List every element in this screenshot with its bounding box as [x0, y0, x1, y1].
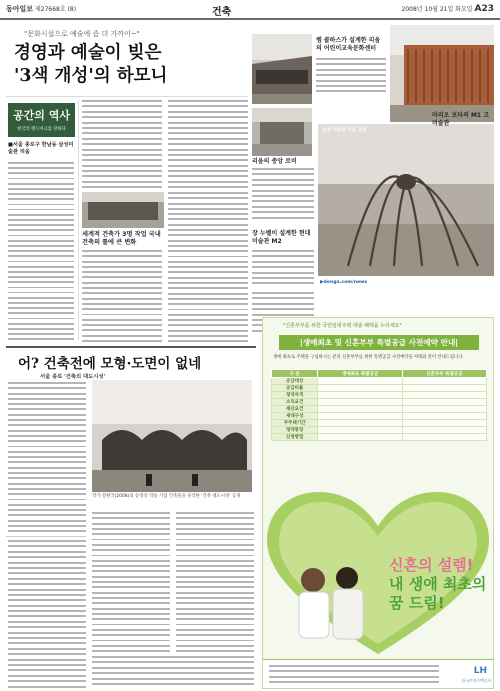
article2-text-col2 — [92, 512, 170, 652]
issue-number: 제27668호 — [34, 6, 66, 13]
leeum-exterior-photo — [252, 34, 312, 104]
page-number: A23 — [474, 4, 494, 14]
date-page — [402, 4, 494, 14]
caption-right2-text — [252, 168, 314, 228]
caption-box-text — [252, 250, 314, 290]
ad-slogan-line3: 꿈 드림! — [389, 594, 445, 612]
table-row: 세대구성 — [272, 413, 487, 420]
headline-line-1: 경영과 예술이 빚은 — [14, 43, 162, 63]
table-row: 소득요건 — [272, 399, 487, 406]
caption-box-title: 장 누벨이 설계한 현대 미술관 M2 — [252, 230, 311, 245]
lobby-photo — [252, 108, 312, 156]
table-row: 공급비율 — [272, 385, 487, 392]
article-subhead: ■서울 종로구 한남동 삼성미술관 리움 — [8, 142, 74, 155]
lh-advertisement[interactable] — [262, 317, 494, 689]
body-text-col3-bottom — [168, 192, 248, 342]
body-text-col2-bottom — [82, 250, 162, 342]
headline-rule — [6, 96, 248, 97]
ad-title: |생애최초 및 신혼부부 특별공급 사전예약 안내| — [279, 335, 479, 350]
article-headline — [14, 42, 167, 88]
caption-left-title: 삼성 미술관 리움 전경 — [322, 128, 367, 133]
lh-logo-sub: 한국토지주택공사 — [461, 678, 491, 683]
m2-photo — [82, 192, 164, 228]
ad-top-line: "신혼부부를 위한 국민임대주택 대출 혜택을 누리세요" — [283, 323, 402, 329]
section-head: 세계적 건축가 3명 작업 국내 건축의 틀에 큰 변화 — [82, 231, 161, 246]
table-row: 청약자격 — [272, 392, 487, 399]
ad-slogan-line1: 신혼의 설렘! — [389, 556, 474, 574]
issue-date: 2008년 10월 21일 화요일 — [401, 6, 473, 13]
series-sub: 한국의 랜드마크를 말하다 — [17, 127, 66, 132]
notice-text-col1 — [8, 540, 86, 688]
series-label-box — [8, 103, 75, 137]
article2-subhead: 서울 종로 '건축의 대도시성' — [40, 374, 106, 380]
paper-issue — [6, 4, 76, 14]
table-row: 무주택기간 — [272, 420, 487, 427]
table-row: 신청방법 — [272, 434, 487, 441]
article2-text-col1 — [8, 382, 86, 532]
paper-name: 동아일보 — [6, 4, 34, 13]
table-row: 청약통장 — [272, 427, 487, 434]
ad-slogan-line2: 내 생애 최초의 — [389, 575, 487, 593]
headline-line-2: '3색 개성'의 하모니 — [14, 66, 168, 86]
article2-headline: 어? 건축전에 모형·도면이 없네 — [18, 356, 202, 372]
ad-footer-text — [269, 665, 439, 685]
photo-caption-right2: 리움의 중앙 로비 — [252, 158, 297, 165]
notice-text-bottom — [92, 656, 254, 688]
body-text-col3-top — [168, 100, 248, 190]
caption-right1-text — [316, 58, 386, 98]
table-header: 신혼부부 특별공급 — [402, 370, 486, 378]
article2-text-col3 — [176, 512, 254, 652]
spider-sculpture-photo — [318, 124, 494, 276]
article-url[interactable]: ▶donga.com/news — [320, 280, 368, 285]
ad-intro: 생애 최초로 주택을 구입하시는 분과 신혼부부를 위한 특별공급 사전예약을 아래와 같이 안내드립니다. — [273, 355, 464, 360]
table-row: 공급대상 — [272, 378, 487, 385]
couple-photo — [273, 556, 385, 656]
ad-eligibility-table — [271, 369, 487, 441]
exhibition-photo — [92, 380, 252, 492]
caption-right-title: 마리오 보타의 M1 고미술관 — [432, 112, 489, 127]
terracotta-building-photo — [390, 25, 494, 122]
table-header: 생애최초 특별공급 — [318, 370, 402, 378]
masthead — [0, 0, 500, 20]
notice-rule — [6, 536, 86, 537]
body-text-col1 — [8, 162, 74, 340]
ad-footer — [263, 659, 493, 688]
photo-caption-right1: 렘 콜하스가 설계한 리움의 어린이교육문화센터 — [316, 37, 381, 52]
exhibition-photo-caption: 작가 강원국(2008)의 동영상 작품 기업 건축물을 분석한 '건축 대도시성' 공개 — [92, 494, 241, 499]
section-title: 건축 — [212, 7, 232, 18]
body-text-col2-top — [82, 100, 162, 190]
table-header: 구 분 — [272, 370, 318, 378]
series-label: 공간의 역사 — [13, 109, 70, 122]
page-letter: (8) — [67, 6, 77, 13]
column-rule — [78, 100, 79, 340]
article-kicker: "문화시설으로 예술에 좀 더 가까이~" — [24, 30, 140, 38]
table-row: 재산요건 — [272, 406, 487, 413]
lh-logo: LH — [473, 666, 487, 676]
article2-rule — [6, 346, 256, 348]
